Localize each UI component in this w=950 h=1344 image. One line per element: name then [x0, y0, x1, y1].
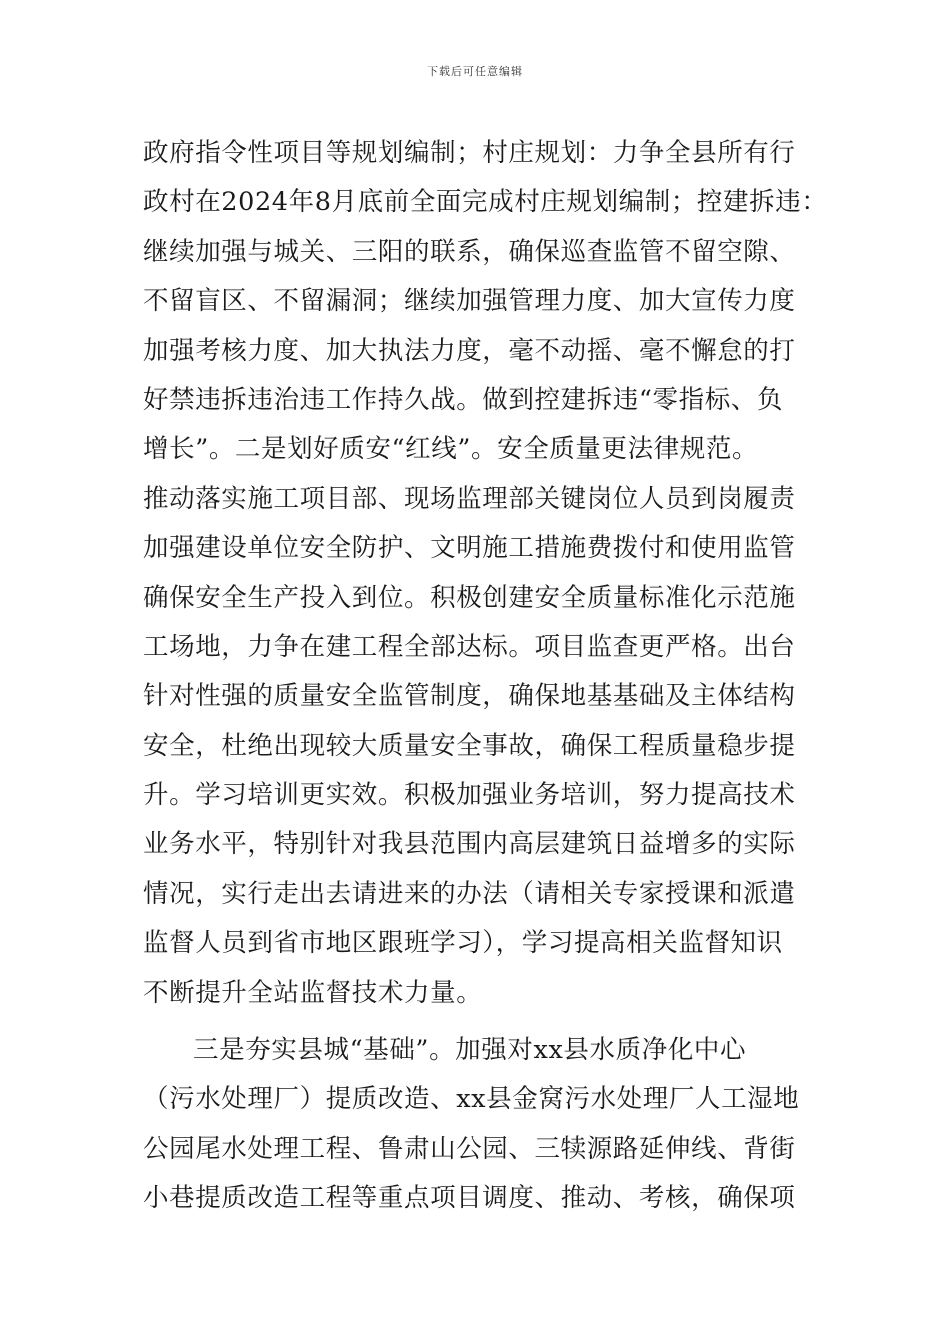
text-line: 三是夯实县城“基础”。加强对xx县水质净化中心: [193, 1035, 747, 1066]
paragraph-1: [143, 129, 828, 1018]
text-line: 业务水平，特别针对我县范围内高层建筑日益增多的实际: [143, 829, 796, 860]
text-line: 针对性强的质量安全监管制度，确保地基基础及主体结构: [143, 681, 796, 712]
text-line: 增长”。二是划好质安“红线”。安全质量更法律规范。: [143, 434, 759, 465]
text-line: 政村在2024年8月底前全面完成村庄规划编制；控建拆违：: [143, 187, 828, 218]
text-line: 确保安全生产投入到位。积极创建安全质量标准化示范施: [143, 582, 796, 613]
text-line: 继续加强与城关、三阳的联系，确保巡查监管不留空隙、: [143, 236, 796, 267]
text-line: 政府指令性项目等规划编制；村庄规划：力争全县所有行: [143, 138, 796, 168]
text-line: 加强考核力度、加大执法力度，毫不动摇、毫不懈怠的打: [143, 335, 796, 366]
text-line: （污水处理厂）提质改造、xx县金窝污水处理厂人工湿地: [143, 1084, 800, 1115]
text-line: 工场地，力争在建工程全部达标。项目监查更严格。出台: [143, 631, 796, 662]
text-line: 不断提升全站监督技术力量。: [143, 977, 483, 1008]
text-line: 推动落实施工项目部、现场监理部关键岗位人员到岗履责: [143, 483, 796, 514]
page-header: 下载后可任意编辑: [427, 65, 523, 78]
text-line: 公园尾水处理工程、鲁肃山公园、三犊源路延伸线、背街: [143, 1133, 796, 1164]
text-line: 好禁违拆违治违工作持久战。做到控建拆违“零指标、负: [143, 384, 784, 415]
text-line: 小巷提质改造工程等重点项目调度、推动、考核，确保项: [143, 1183, 796, 1214]
text-line: 安全，杜绝出现较大质量安全事故，确保工程质量稳步提: [143, 730, 796, 761]
text-line: 不留盲区、不留漏洞；继续加强管理力度、加大宣传力度: [143, 286, 796, 317]
paragraph-2: [143, 1026, 813, 1224]
text-line: 情况，实行走出去请进来的办法（请相关专家授课和派遣: [143, 878, 796, 909]
paragraph-spacer: [143, 1018, 813, 1026]
document-body: [143, 129, 828, 1224]
text-line: 监督人员到省市地区跟班学习），学习提高相关监督知识: [143, 928, 783, 959]
text-line: 升。学习培训更实效。积极加强业务培训，努力提高技术: [143, 780, 796, 811]
text-line: 加强建设单位安全防护、文明施工措施费拨付和使用监管: [143, 533, 796, 564]
